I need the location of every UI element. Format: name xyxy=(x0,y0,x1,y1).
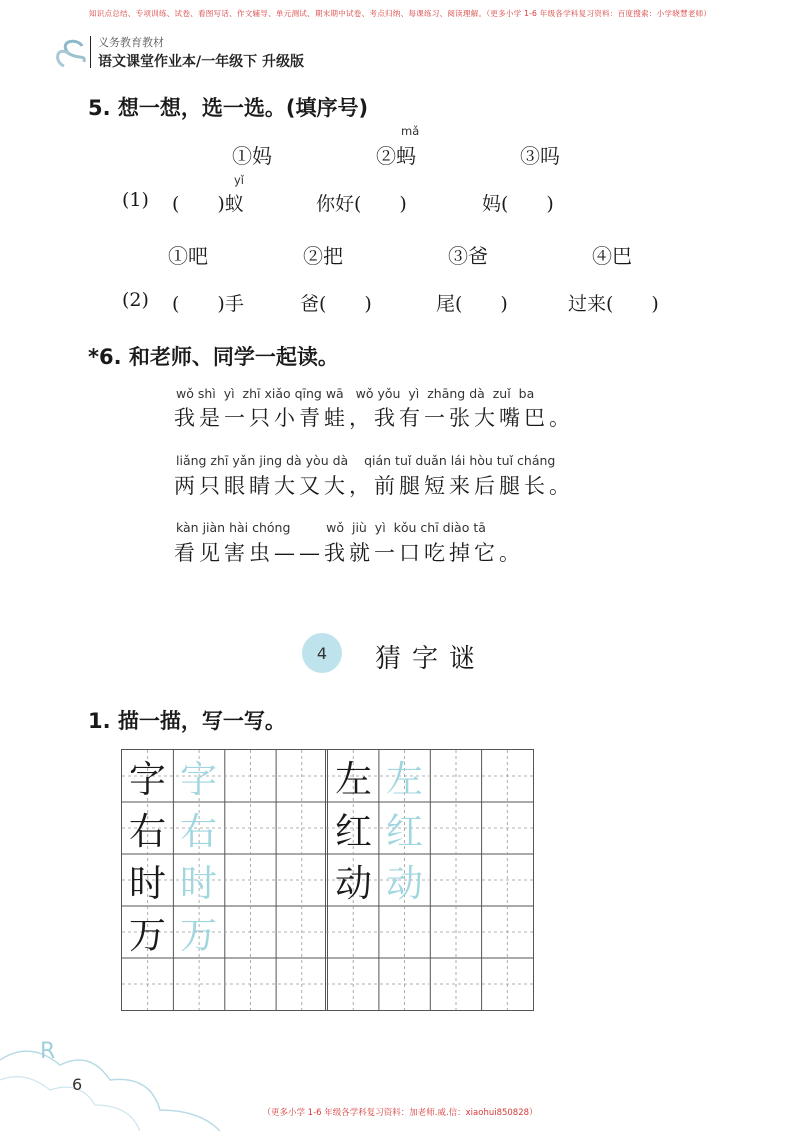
q5-title: 5. 想一想，选一选。(填序号) xyxy=(88,96,369,120)
q5-g2-option-1: ①吧 xyxy=(168,244,208,268)
q5-g2-blank-3[interactable]: 尾( ) xyxy=(436,293,508,315)
q5-g2-option-2: ②把 xyxy=(303,244,343,268)
q5-g1-number: (1) xyxy=(122,189,149,211)
q5-g2-blank-1[interactable]: ( )手 xyxy=(172,293,244,315)
poem-line-1-pinyin: wǒ shì yì zhī xiǎo qīng wā wǒ yǒu yì zhāng dà zuǐ ba xyxy=(176,386,535,401)
top-promo-note: 知识点总结、专项训练、试卷、看图写话、作文辅导、单元测试、期末期中试卷、考点归纳、每课练习、阅读理解。（更多小学 1-6 年级各学科复习资料：百度搜索：小学晓慧老师） xyxy=(88,9,712,18)
header-divider xyxy=(90,36,91,68)
trace-char-hong[interactable]: 红 xyxy=(386,809,423,853)
writing-grid[interactable] xyxy=(121,749,534,1011)
trace-char-zi[interactable]: 字 xyxy=(180,757,217,801)
q5-g1-blank-1[interactable]: ( )蚁 xyxy=(172,193,244,215)
model-char-dong: 动 xyxy=(335,861,372,905)
book-title: 语文课堂作业本/一年级下 升级版 xyxy=(98,54,304,70)
q5-g2-option-4: ④巴 xyxy=(592,244,632,268)
model-char-you: 右 xyxy=(129,809,166,853)
model-char-zi: 字 xyxy=(129,757,166,801)
pinyin-yi: yǐ xyxy=(234,173,245,187)
q5-g1-option-1: ①妈 xyxy=(232,144,272,168)
trace-char-dong[interactable]: 动 xyxy=(386,861,423,905)
q6-title: *6. 和老师、同学一起读。 xyxy=(88,345,339,369)
publisher-logo-icon xyxy=(48,36,88,70)
model-char-hong: 红 xyxy=(335,809,372,853)
model-char-zuo: 左 xyxy=(335,757,372,801)
bottom-promo-note: （更多小学 1-6 年级各学科复习资料：加老师.威.信：xiaohui850828） xyxy=(262,1108,538,1118)
lesson-title: 猜字谜 xyxy=(375,644,487,674)
q5-g1-option-2: ②蚂 xyxy=(376,144,416,168)
trace-char-zuo[interactable]: 左 xyxy=(386,757,423,801)
model-char-wan: 万 xyxy=(129,913,166,957)
q5-g2-blank-2[interactable]: 爸( ) xyxy=(300,293,372,315)
poem-line-3-pinyin: kàn jiàn hài chóng wǒ jiù yì kǒu chī diào tā xyxy=(176,520,486,535)
svg-text:R: R xyxy=(40,1039,56,1064)
q5-g1-blank-3[interactable]: 妈( ) xyxy=(482,193,554,215)
trace-char-shi[interactable]: 时 xyxy=(180,861,217,905)
trace-char-you[interactable]: 右 xyxy=(180,809,217,853)
model-char-shi: 时 xyxy=(129,861,166,905)
lesson-number-badge: 4 xyxy=(302,633,342,673)
page-number: 6 xyxy=(72,1075,83,1094)
q5-g1-option-3: ③吗 xyxy=(520,144,560,168)
q5-g2-blank-4[interactable]: 过来( ) xyxy=(568,293,659,315)
pinyin-ma: mǎ xyxy=(401,124,420,138)
q5-g2-number: (2) xyxy=(122,289,149,311)
poem-line-2-pinyin: liǎng zhī yǎn jing dà yòu dà qián tuǐ duǎn lái hòu tuǐ cháng xyxy=(176,453,556,468)
poem-line-2: 两只眼睛大又大，前腿短来后腿长。 xyxy=(174,474,574,498)
q5-g2-option-3: ③爸 xyxy=(448,244,488,268)
q5-g1-blank-2[interactable]: 你好( ) xyxy=(316,193,407,215)
poem-line-3: 看见害虫——我就一口吃掉它。 xyxy=(174,541,524,565)
trace-char-wan[interactable]: 万 xyxy=(180,913,217,957)
q1-title: 1. 描一描，写一写。 xyxy=(88,709,286,733)
series-label: 义务教育教材 xyxy=(98,36,164,49)
poem-line-1: 我是一只小青蛙，我有一张大嘴巴。 xyxy=(174,406,574,430)
